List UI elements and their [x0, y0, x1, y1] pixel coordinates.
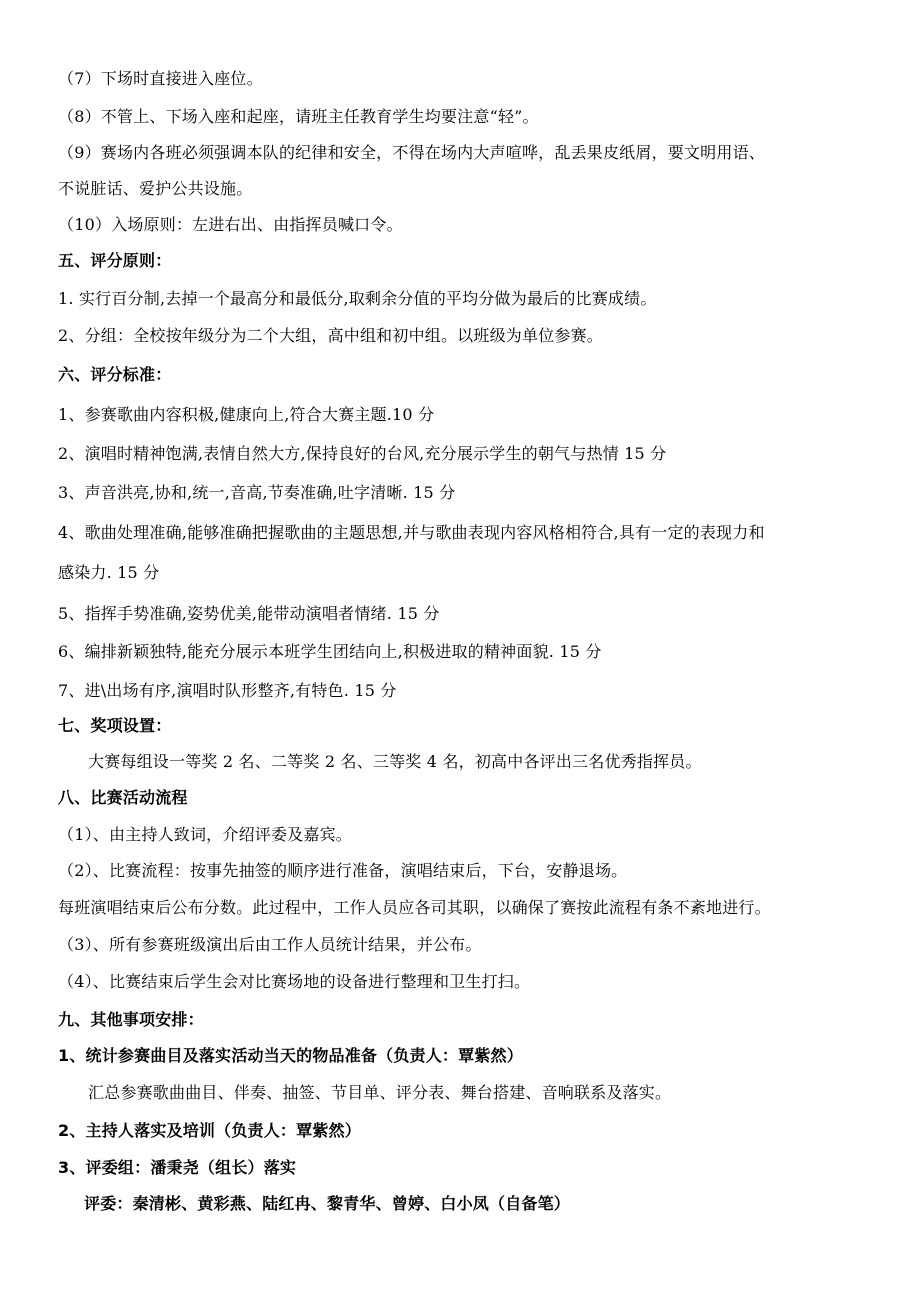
scoring-standard-2: 2、演唱时精神饱满,表情自然大方,保持良好的台风,充分展示学生的朝气与热情 15 分 [58, 444, 667, 463]
flow-item-1: （1）、由主持人致词，介绍评委及嘉宾。 [58, 825, 352, 844]
arrangement-2-title: 2、主持人落实及培训（负责人：覃紫然） [58, 1121, 361, 1140]
scoring-standard-3: 3、声音洪亮,协和,统一,音高,节奏准确,吐字清晰. 15 分 [58, 483, 456, 502]
judges-list: 评委：秦清彬、黄彩燕、陆红冉、黎青华、曾婷、白小凤（自备笔） [84, 1194, 571, 1213]
rule-item-9-line-1: （9）赛场内各班必须强调本队的纪律和安全，不得在场内大声喧哗，乱丢果皮纸屑，要文明用语、 [58, 143, 765, 162]
flow-item-2: （2）、比赛流程：按事先抽签的顺序进行准备，演唱结束后，下台，安静退场。 [58, 861, 628, 880]
scoring-standard-7: 7、进\出场有序,演唱时队形整齐,有特色. 15 分 [58, 681, 397, 700]
scoring-standard-1: 1、参赛歌曲内容积极,健康向上,符合大赛主题.10 分 [58, 405, 435, 424]
arrangement-1-title: 1、统计参赛曲目及落实活动当天的物品准备（负责人：覃紫然） [58, 1046, 523, 1065]
arrangement-1-body: 汇总参赛歌曲曲目、伴奏、抽签、节目单、评分表、舞台搭建、音响联系及落实。 [88, 1083, 672, 1102]
flow-item-3: （3）、所有参赛班级演出后由工作人员统计结果，并公布。 [58, 935, 482, 954]
section-7-heading: 七、奖项设置： [58, 716, 172, 735]
flow-item-4: （4）、比赛结束后学生会对比赛场地的设备进行整理和卫生打扫。 [58, 972, 531, 991]
section-5-heading: 五、评分原则： [58, 251, 172, 270]
scoring-standard-4-line-1: 4、歌曲处理准确,能够准确把握歌曲的主题思想,并与歌曲表现内容风格相符合,具有一定的表现力和 [58, 523, 765, 542]
section-8-heading: 八、比赛活动流程 [58, 788, 188, 807]
rule-item-9-line-2: 不说脏话、爱护公共设施。 [58, 179, 253, 198]
rule-item-10: （10）入场原则：左进右出、由指挥员喊口令。 [58, 215, 403, 234]
scoring-principle-1: 1. 实行百分制,去掉一个最高分和最低分,取剩余分值的平均分做为最后的比赛成绩。 [58, 289, 657, 308]
scoring-standard-5: 5、指挥手势准确,姿势优美,能带动演唱者情绪. 15 分 [58, 604, 440, 623]
section-9-heading: 九、其他事项安排： [58, 1010, 204, 1029]
rule-item-7: （7）下场时直接进入座位。 [58, 69, 263, 88]
section-6-heading: 六、评分标准： [58, 365, 172, 384]
scoring-standard-4-line-2: 感染力. 15 分 [58, 563, 160, 582]
rule-item-8: （8）不管上、下场入座和起座，请班主任教育学生均要注意“轻”。 [58, 107, 539, 126]
scoring-principle-2: 2、分组：全校按年级分为二个大组，高中组和初中组。以班级为单位参赛。 [58, 326, 603, 345]
flow-note: 每班演唱结束后公布分数。此过程中，工作人员应各司其职，以确保了赛按此流程有条不紊地进行。 [58, 898, 771, 917]
scoring-standard-6: 6、编排新颖独特,能充分展示本班学生团结向上,积极进取的精神面貌. 15 分 [58, 642, 602, 661]
awards-body: 大赛每组设一等奖 2 名、二等奖 2 名、三等奖 4 名，初高中各评出三名优秀指挥员。 [88, 752, 702, 771]
arrangement-3-title: 3、评委组：潘秉尧（组长）落实 [58, 1158, 297, 1177]
